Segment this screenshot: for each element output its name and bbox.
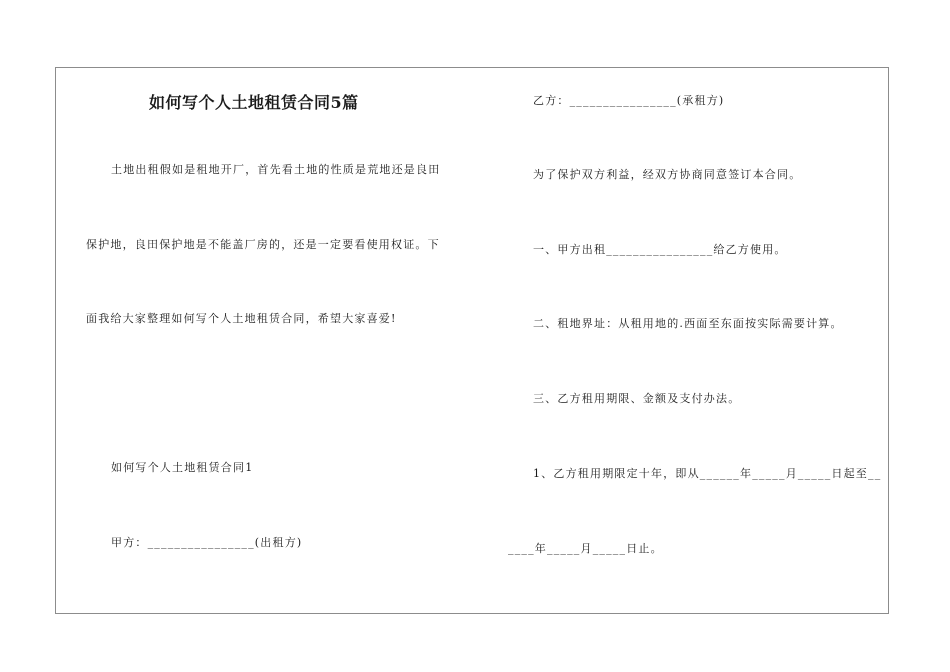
intro-line-1: 土地出租假如是租地开厂，首先看土地的性质是荒地还是良田 bbox=[111, 163, 441, 176]
intro-line-2: 保护地，良田保护地是不能盖厂房的，还是一定要看使用权证。下 bbox=[86, 238, 440, 251]
term-line-2: ____年_____月_____日止。 bbox=[508, 542, 663, 555]
intro-line-3: 面我给大家整理如何写个人土地租赁合同，希望大家喜爱! bbox=[86, 312, 397, 325]
page-frame bbox=[55, 67, 889, 614]
clause-3: 三、乙方租用期限、金额及支付办法。 bbox=[533, 392, 741, 405]
clause-1: 一、甲方出租________________给乙方使用。 bbox=[533, 243, 787, 256]
term-line-1: 1、乙方租用期限定十年，即从______年_____月_____日起至__ bbox=[533, 467, 882, 480]
section-title: 如何写个人土地租赁合同1 bbox=[111, 461, 254, 474]
party-a-line: 甲方：________________(出租方) bbox=[111, 536, 303, 549]
party-b-line: 乙方：________________(承租方) bbox=[533, 94, 725, 107]
purpose-line: 为了保护双方利益，经双方协商同意签订本合同。 bbox=[533, 168, 802, 181]
clause-2: 二、租地界址：从租用地的.西面至东面按实际需要计算。 bbox=[533, 317, 843, 330]
document-title: 如何写个人土地租赁合同5篇 bbox=[149, 93, 359, 112]
